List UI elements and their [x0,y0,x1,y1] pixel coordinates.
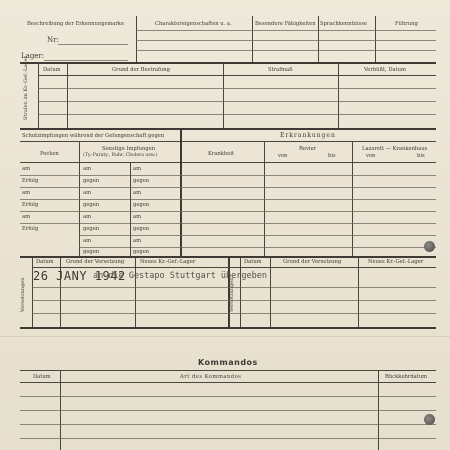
strafen-verbuesst: Verbüßt, Datum [364,67,406,73]
kommandos-datum: Datum [33,374,51,380]
rule [79,247,436,248]
impf-row-0-a: am [22,166,31,172]
impf-row-4-a: am [22,214,31,220]
section-rule [20,128,436,130]
impf-row-5-a: Erfolg [22,226,39,232]
kommandos-art: Art des Kommandos [180,374,242,380]
versetzungen-side-left: Versetzungen [20,277,26,312]
vers-datum-left: Datum [36,259,54,265]
rule [20,382,436,383]
rule [20,175,436,176]
rule [32,300,436,301]
fold-line [0,336,450,337]
impf-row-0-b: am [83,166,92,172]
transfer-stamp: an die Gestapo Stuttgart übergeben [93,271,267,281]
revier-bis: bis [328,153,336,159]
rule [79,235,436,236]
rule [20,410,436,411]
impf-row-1-b: gegen [83,178,100,184]
strafen-strafmass: Strafmaß [268,67,293,73]
rule [38,101,436,102]
nr-line [58,44,128,45]
rule [20,141,180,142]
lazarett-bis: bis [417,153,425,159]
impf-row-7-b: gegen [83,249,100,255]
divider [180,129,182,256]
lager-line [44,60,128,61]
divider [338,63,339,128]
impf-row-2-c: am [133,190,142,196]
revier-label: Revier [299,146,317,152]
divider [252,16,253,62]
header-rule [136,30,436,31]
section-rule [20,62,436,64]
sonstige-sub-label: (Ty.-Paraty., Ruhr, Cholera usw.) [83,153,158,158]
rule [20,424,436,425]
header-rule [136,40,436,41]
divider [136,16,137,62]
vers-grund-right: Grund der Versetzung [283,259,342,265]
rule [32,267,436,268]
divider [223,63,224,128]
vers-datum-right: Datum [244,259,262,265]
rule [20,162,436,163]
pocken-label: Pocken [40,151,59,157]
vers-neues-left: Neues Kr.-Gef.-Lager [140,259,196,265]
strafen-side-label: Strafen im Kr.-Gef.-Lager [23,56,29,120]
rule [20,187,436,188]
rule [38,114,436,115]
header-rule [136,50,436,51]
erkrankungen-title: Erkrankungen [280,132,336,139]
impf-row-4-c: am [133,214,142,220]
impf-row-2-b: am [83,190,92,196]
section-rule [20,327,436,329]
rule [180,141,436,142]
charakter-label: Charaktereigenschaften u. a. [155,21,232,27]
rule [20,370,436,371]
divider [375,16,376,62]
impf-row-5-c: gegen [133,226,150,232]
impf-row-4-b: am [83,214,92,220]
sprachen-label: Sprachkenntnisse [320,21,368,27]
impf-row-0-c: am [133,166,142,172]
vers-grund-left: Grund der Versetzung [66,259,125,265]
faehigkeiten-label: Besondere Fähigkeiten [255,21,316,27]
impf-row-5-b: gegen [83,226,100,232]
divider [38,63,39,128]
divider [130,162,131,256]
rule [38,88,436,89]
rule [32,313,436,314]
impf-row-6-b: am [83,238,92,244]
rule [20,211,436,212]
impf-row-7-c: gegen [133,249,150,255]
lazarett-von: von [366,153,376,159]
impf-row-3-b: gegen [83,202,100,208]
impf-title: Schutzimpfungen während der Gefangenschaft gegen [22,133,165,139]
rule [20,223,436,224]
date-stamp: 26 JANY 1942 [33,269,126,283]
divider [67,63,68,128]
nr-label: Nr: [47,36,59,44]
strafen-grund: Grund der Bestrafung [112,67,170,73]
rule [20,396,436,397]
beschreibung-label: Beschreibung der Erkennungsmarke [27,21,125,27]
impf-row-3-c: gegen [133,202,150,208]
impf-row-2-a: am [22,190,31,196]
vers-neues-right: Neues Kr.-Gef.-Lager [368,259,424,265]
rule [20,438,436,439]
impf-row-6-c: am [133,238,142,244]
impf-row-3-a: Erfolg [22,202,39,208]
kommandos-rueckkehr: Rückkehrdatum [385,374,428,380]
punch-hole [424,414,435,425]
fuehrung-label: Führung [395,21,418,27]
rule [32,287,436,288]
rule [38,75,436,76]
sonstige-label: Sonstige Impfungen [102,146,156,152]
krankheit-label: Krankheit [208,151,235,157]
strafen-datum: Datum [43,67,61,73]
lazarett-label: Lazarett — Krankenhaus [362,146,428,152]
kommandos-title: Kommandos [198,358,258,367]
lager-label: Lager: [21,52,45,60]
revier-von: von [278,153,288,159]
punch-hole [424,241,435,252]
rule [20,199,436,200]
divider [318,16,319,62]
impf-row-1-c: gegen [133,178,150,184]
impf-row-1-a: Erfolg [22,178,39,184]
versetzungen-side-right: Versetzungen [229,277,235,312]
